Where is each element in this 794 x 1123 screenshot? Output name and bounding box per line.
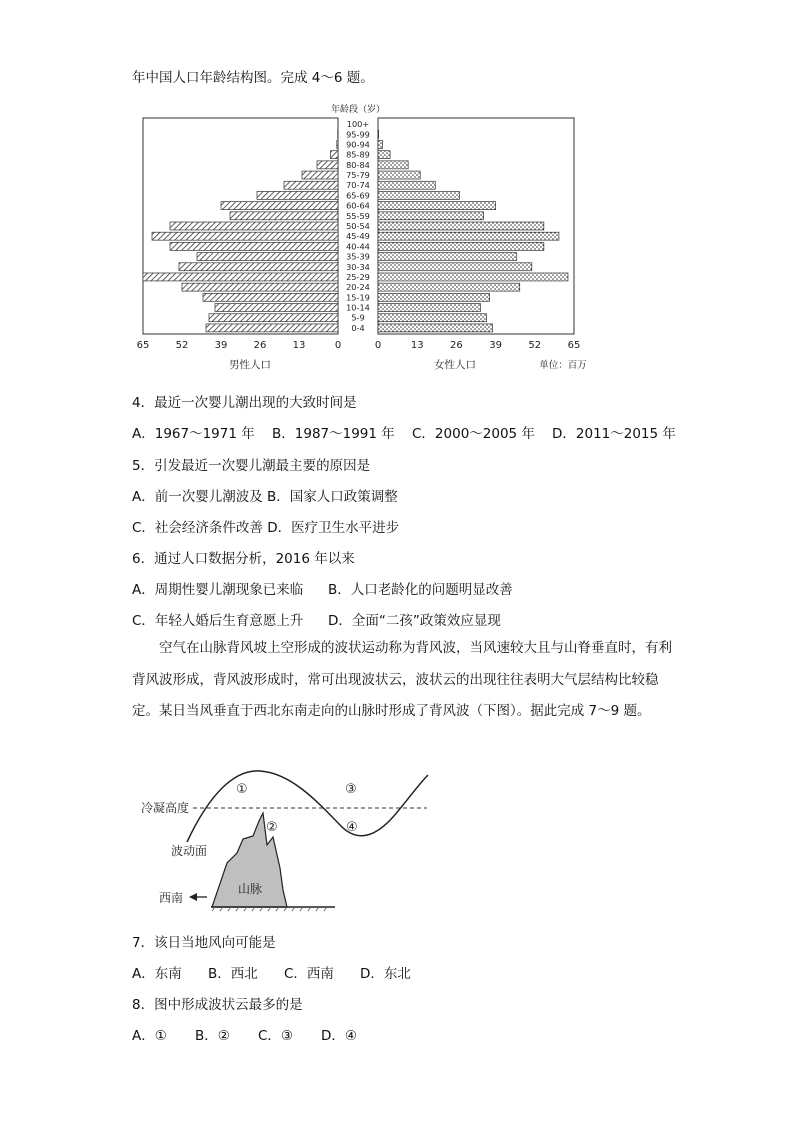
female-bar-0-4 bbox=[378, 324, 493, 332]
age-label-20-24: 20-24 bbox=[346, 282, 370, 293]
age-label-100+: 100+ bbox=[346, 119, 370, 130]
age-label-95-99: 95-99 bbox=[346, 129, 370, 140]
age-axis-title: 年龄段（岁） bbox=[330, 105, 386, 115]
female-bar-65-69 bbox=[378, 191, 459, 199]
lee-wave-diagram bbox=[135, 765, 435, 915]
male-bar-25-29 bbox=[143, 273, 338, 281]
male-bar-35-39 bbox=[197, 253, 338, 261]
male-bar-85-89 bbox=[331, 151, 339, 159]
direction-label: 西南 bbox=[159, 891, 184, 905]
q6-stem: 6．通过人口数据分析，2016 年以来 bbox=[132, 551, 355, 567]
q6-options-row2 bbox=[132, 609, 501, 629]
age-label-10-14: 10-14 bbox=[346, 302, 370, 313]
female-tick-26: 26 bbox=[450, 340, 463, 351]
female-bar-75-79 bbox=[378, 171, 420, 179]
q7-stem: 7．该日当地风向可能是 bbox=[132, 935, 276, 951]
age-label-35-39: 35-39 bbox=[346, 251, 370, 262]
female-bar-60-64 bbox=[378, 202, 496, 210]
arrowhead-icon bbox=[189, 893, 197, 901]
age-label-50-54: 50-54 bbox=[346, 221, 370, 231]
q4-option-a[interactable]: A．1967～1971 年 bbox=[132, 426, 255, 442]
q8-option-d[interactable]: D．④ bbox=[321, 1028, 357, 1044]
q4-option-d[interactable]: D．2011～2015 年 bbox=[552, 426, 676, 442]
surface-label: 波动面 bbox=[171, 844, 208, 858]
male-tick-0: 0 bbox=[334, 340, 342, 351]
female-bar-30-34 bbox=[378, 263, 532, 271]
q7-option-b[interactable]: B．西北 bbox=[208, 966, 258, 982]
age-label-40-44: 40-44 bbox=[346, 241, 370, 252]
female-bar-90-94 bbox=[378, 141, 383, 149]
age-label-90-94: 90-94 bbox=[346, 139, 370, 150]
q8-option-a[interactable]: A．① bbox=[132, 1028, 167, 1044]
female-bar-25-29 bbox=[378, 273, 568, 281]
q6-option-a[interactable]: A．周期性婴儿潮现象已来临 bbox=[132, 582, 304, 598]
age-label-30-34: 30-34 bbox=[346, 261, 370, 272]
male-bar-0-4 bbox=[206, 324, 338, 332]
age-label-0-4: 0-4 bbox=[351, 322, 365, 333]
female-axis-label: 女性人口 bbox=[434, 359, 476, 371]
intro-line: 年中国人口年龄结构图。完成 4～6 题。 bbox=[132, 70, 374, 86]
q6-option-c[interactable]: C．年轻人婚后生育意愿上升 bbox=[132, 613, 304, 629]
q5-options-row1[interactable]: A．前一次婴儿潮波及 B．国家人口政策调整 bbox=[132, 489, 398, 505]
female-bar-20-24 bbox=[378, 283, 520, 291]
male-bar-50-54 bbox=[170, 222, 338, 230]
q4-stem: 4．最近一次婴儿潮出现的大致时间是 bbox=[132, 395, 357, 411]
marker-2: ② bbox=[266, 820, 278, 835]
male-bar-15-19 bbox=[203, 293, 338, 301]
female-bar-35-39 bbox=[378, 253, 517, 261]
female-bar-80-84 bbox=[378, 161, 408, 169]
age-label-85-89: 85-89 bbox=[346, 149, 370, 160]
male-tick-13: 13 bbox=[292, 340, 306, 351]
marker-4: ④ bbox=[346, 820, 358, 835]
male-bar-70-74 bbox=[284, 181, 338, 189]
male-bar-60-64 bbox=[221, 202, 338, 210]
female-bar-10-14 bbox=[378, 304, 481, 312]
male-tick-26: 26 bbox=[253, 340, 267, 351]
male-bar-20-24 bbox=[182, 283, 338, 291]
q6-options-row1 bbox=[132, 578, 513, 598]
age-label-15-19: 15-19 bbox=[346, 292, 370, 303]
female-tick-0: 0 bbox=[374, 340, 382, 351]
female-bar-70-74 bbox=[378, 181, 435, 189]
age-label-70-74: 70-74 bbox=[346, 180, 370, 191]
age-label-60-64: 60-64 bbox=[346, 200, 370, 211]
tick-labels bbox=[137, 340, 581, 351]
passage bbox=[132, 633, 672, 728]
female-bar-55-59 bbox=[378, 212, 484, 220]
unit-label: 单位：百万 bbox=[539, 360, 587, 371]
q4-option-c[interactable]: C．2000～2005 年 bbox=[412, 426, 535, 442]
female-bar-5-9 bbox=[378, 314, 487, 322]
female-bar-85-89 bbox=[378, 151, 390, 159]
male-tick-39: 39 bbox=[214, 340, 228, 351]
population-pyramid-chart bbox=[120, 102, 640, 371]
female-tick-39: 39 bbox=[489, 340, 502, 351]
female-bar-40-44 bbox=[378, 242, 544, 250]
male-bar-90-94 bbox=[337, 141, 338, 149]
male-bar-5-9 bbox=[209, 314, 338, 322]
male-bar-80-84 bbox=[317, 161, 338, 169]
age-label-65-69: 65-69 bbox=[346, 190, 370, 201]
male-bar-10-14 bbox=[215, 304, 338, 312]
q6-option-b[interactable]: B．人口老龄化的问题明显改善 bbox=[328, 582, 513, 598]
female-tick-52: 52 bbox=[528, 340, 542, 351]
marker-3: ③ bbox=[345, 782, 357, 797]
male-tick-65: 65 bbox=[136, 340, 150, 351]
condensation-label: 冷凝高度 bbox=[141, 801, 190, 815]
male-bar-30-34 bbox=[179, 263, 338, 271]
q8-option-b[interactable]: B．② bbox=[195, 1028, 230, 1044]
passage-text: 空气在山脉背风坡上空形成的波状运动称为背风波，当风速较大且与山脊垂直时，有利背风波形成，背风波形成时，常可出现波状云，波状云的出现往往表明大气层结构比较稳定。某日当风垂直于西北东南走向的山脉时形成了背风波（下图）。据此完成 7～9 题。 bbox=[132, 640, 672, 719]
female-bar-95-99 bbox=[378, 130, 379, 138]
q7-option-c[interactable]: C．西南 bbox=[284, 966, 334, 982]
q7-option-a[interactable]: A．东南 bbox=[132, 966, 182, 982]
male-bars bbox=[143, 130, 338, 332]
age-label-80-84: 80-84 bbox=[346, 159, 370, 170]
male-tick-52: 52 bbox=[175, 340, 189, 351]
male-axis-label: 男性人口 bbox=[229, 359, 271, 371]
male-bar-45-49 bbox=[152, 232, 338, 240]
age-label-25-29: 25-29 bbox=[346, 271, 370, 282]
q6-option-d[interactable]: D．全面“二孩”政策效应显现 bbox=[328, 613, 501, 629]
q4-options bbox=[132, 422, 676, 442]
q5-options-row2[interactable]: C．社会经济条件改善 D．医疗卫生水平进步 bbox=[132, 520, 400, 536]
male-bar-75-79 bbox=[302, 171, 338, 179]
q4-option-b[interactable]: B．1987～1991 年 bbox=[272, 426, 395, 442]
marker-1: ① bbox=[236, 782, 248, 797]
q8-option-c[interactable]: C．③ bbox=[258, 1028, 294, 1044]
male-bar-65-69 bbox=[257, 191, 338, 199]
female-bar-15-19 bbox=[378, 293, 490, 301]
q8-options bbox=[132, 1024, 357, 1044]
age-label-5-9: 5-9 bbox=[351, 312, 365, 323]
q7-option-d[interactable]: D．东北 bbox=[360, 966, 411, 982]
female-tick-65: 65 bbox=[567, 340, 581, 351]
female-tick-13: 13 bbox=[410, 340, 424, 351]
q5-stem: 5．引发最近一次婴儿潮最主要的原因是 bbox=[132, 458, 371, 474]
male-bar-55-59 bbox=[230, 212, 338, 220]
age-labels bbox=[346, 119, 370, 333]
wave-surface bbox=[187, 771, 428, 842]
female-bar-45-49 bbox=[378, 232, 559, 240]
q7-options bbox=[132, 962, 411, 982]
mountain-label: 山脉 bbox=[238, 882, 263, 896]
age-label-45-49: 45-49 bbox=[346, 231, 370, 242]
age-label-55-59: 55-59 bbox=[346, 210, 370, 221]
q8-stem: 8．图中形成波状云最多的是 bbox=[132, 997, 303, 1013]
age-label-75-79: 75-79 bbox=[346, 170, 370, 181]
female-bars bbox=[378, 130, 568, 332]
female-bar-50-54 bbox=[378, 222, 544, 230]
male-bar-40-44 bbox=[170, 242, 338, 250]
